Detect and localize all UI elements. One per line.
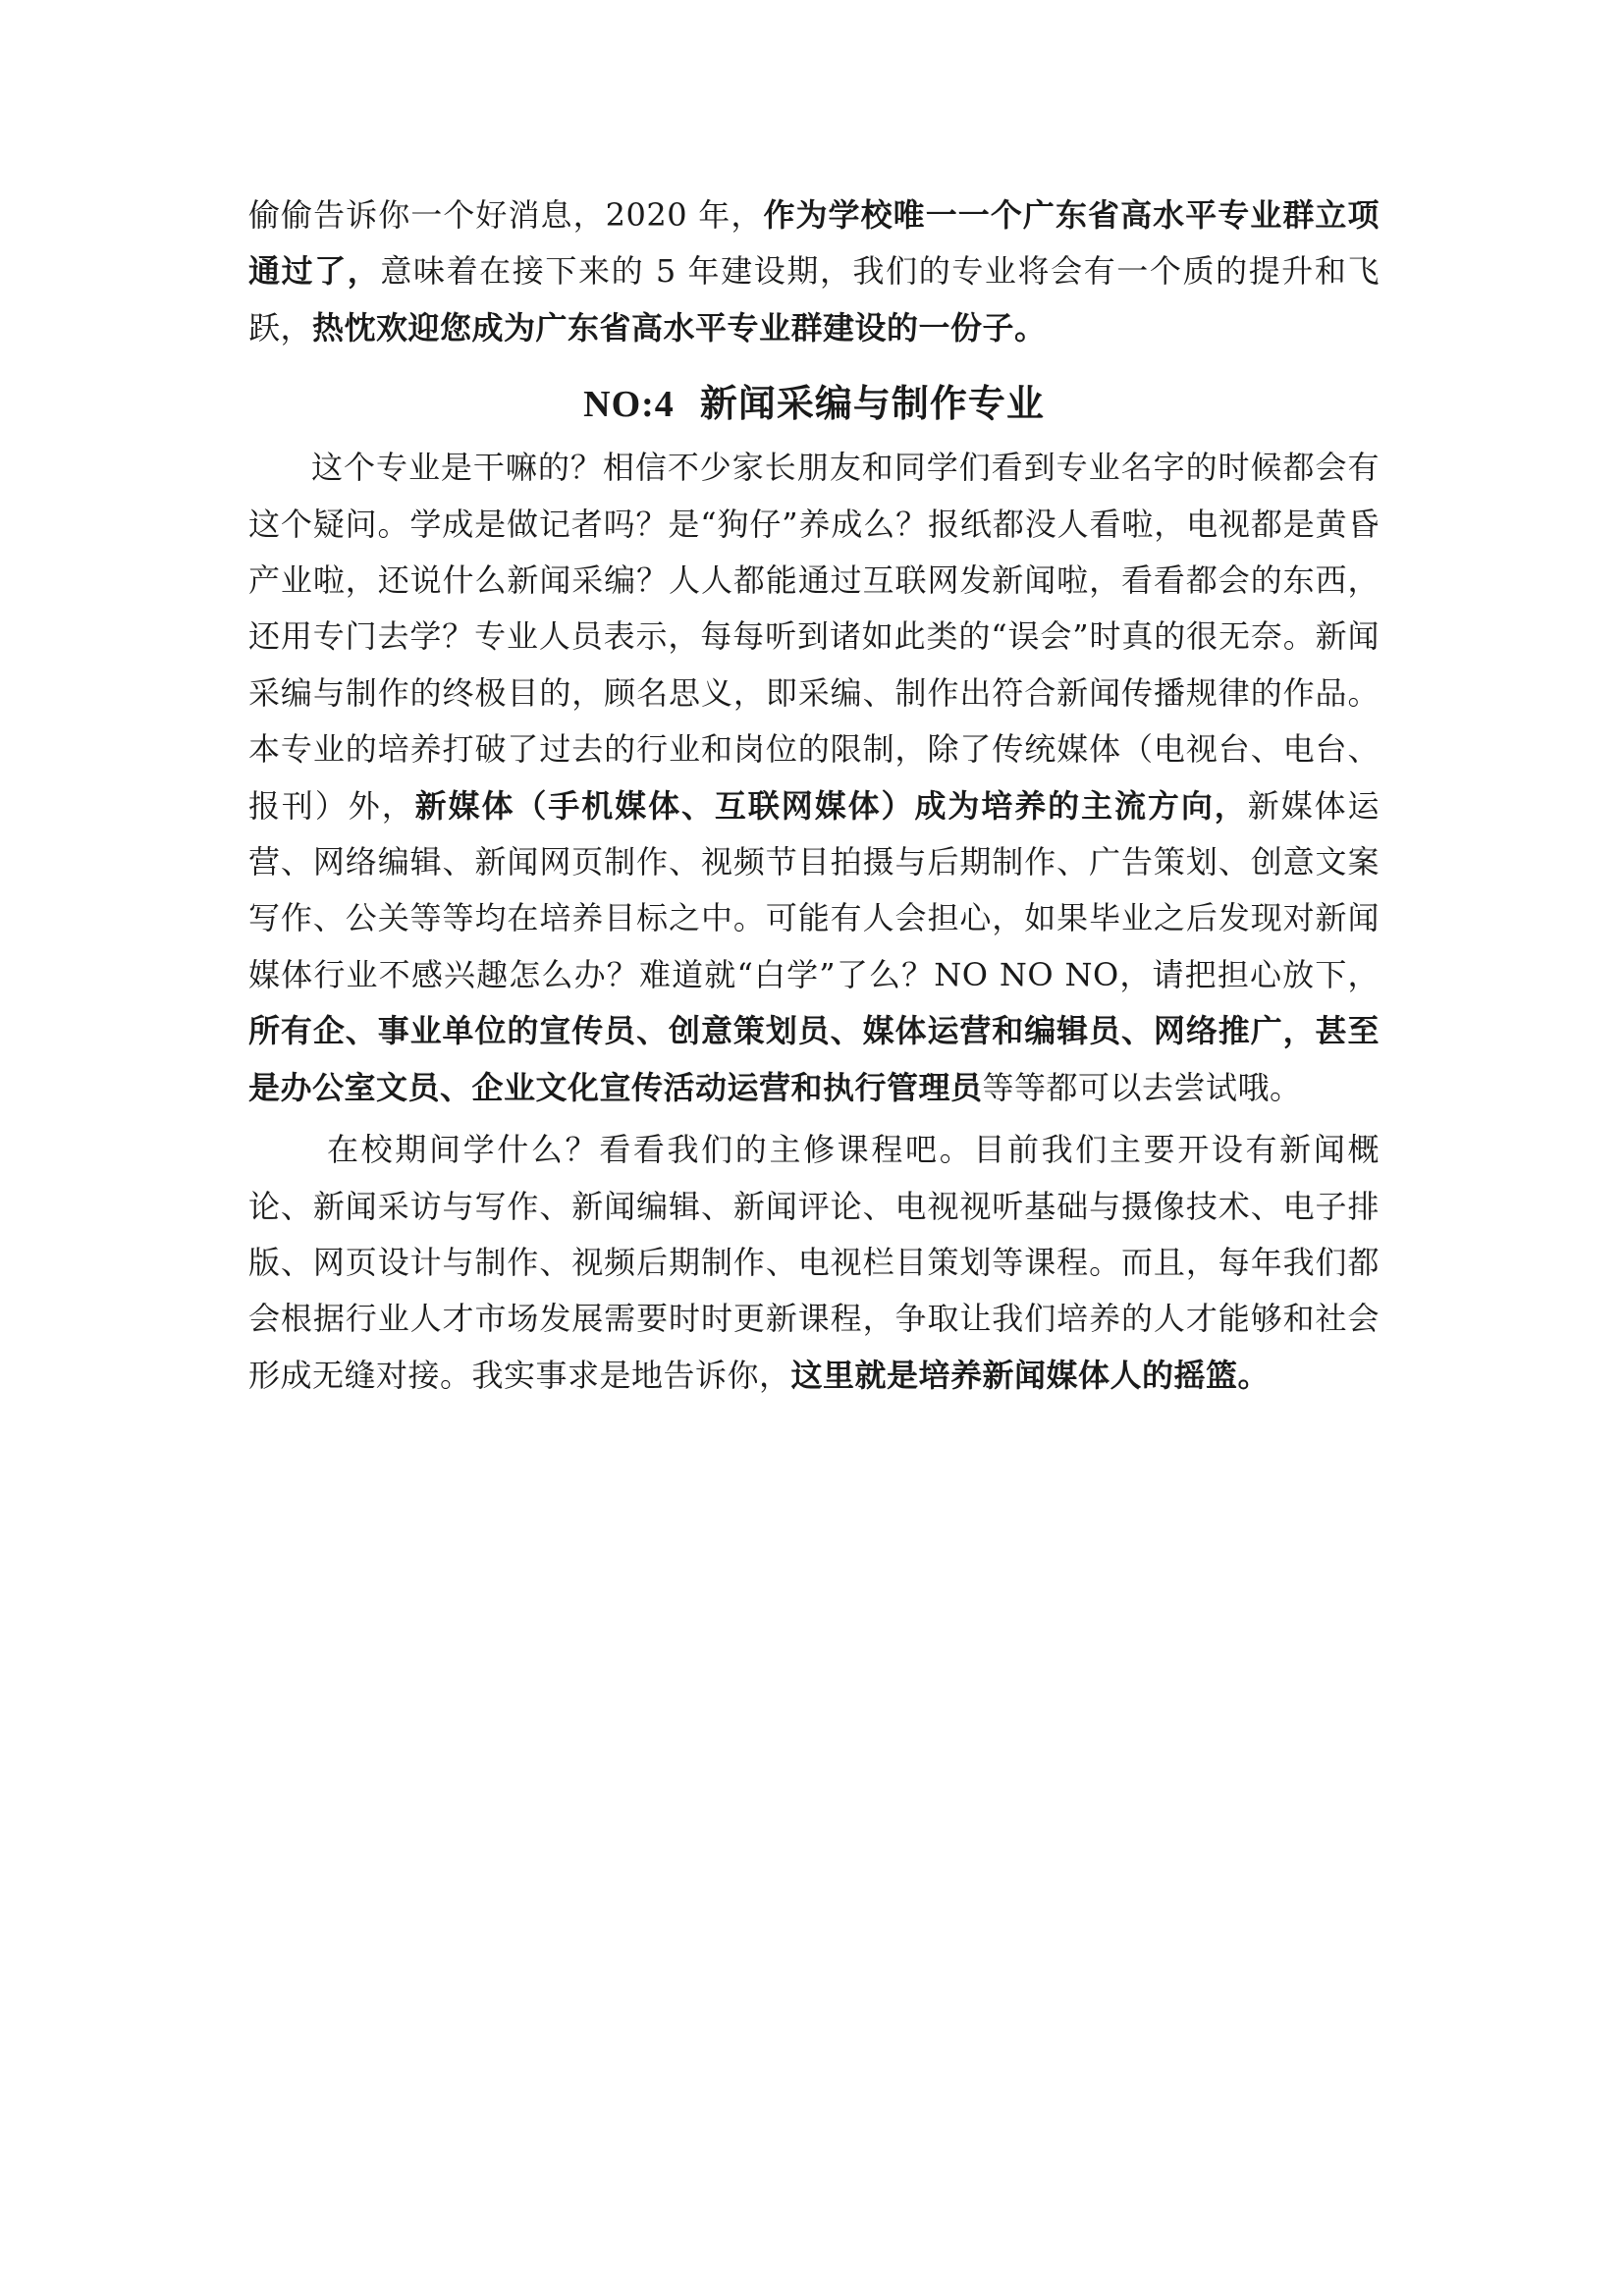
section-title: 新闻采编与制作专业 bbox=[699, 381, 1045, 426]
para1-text-3: 等等都可以去尝试哦。 bbox=[982, 1068, 1302, 1106]
intro-paragraph bbox=[248, 187, 1380, 356]
intro-bold-2: 热忱欢迎您成为广东省高水平专业群建设的一份子。 bbox=[312, 308, 1047, 347]
intro-text-1: 偷偷告诉你一个好消息，2020 年， bbox=[248, 196, 764, 234]
intro-text-2: 意味着在接下来的 5 年建设期，我们的专业将会有一个质的提升和飞跃， bbox=[248, 252, 1380, 347]
para2-bold-1: 这里就是培养新闻媒体人的摇篮。 bbox=[790, 1356, 1271, 1394]
intro-bold-1: 作为学校唯一一个广东省高水平专业群立项通过了， bbox=[248, 196, 1380, 291]
para1-bold-1: 新媒体（手机媒体、互联网媒体）成为培养的主流方向， bbox=[414, 786, 1248, 825]
document-body bbox=[248, 187, 1380, 1404]
para2-text-1: 在校期间学什么？看看我们的主修课程吧。目前我们主要开设有新闻概论、新闻采访与写作、新闻编辑、新闻评论、电视视听基础与摄像技术、电子排版、网页设计与制作、视频后期制作、电视栏目策划等课程。而且，每年我们都会根据行业人才市场发展需要时时更新课程，争取让我们培养的人才能够和社会形成无缝对接。我实事求是地告诉你， bbox=[248, 1131, 1380, 1394]
section-heading bbox=[248, 372, 1380, 436]
para1-text-2: 新媒体运营、网络编辑、新闻网页制作、视频节目拍摄与后期制作、广告策划、创意文案写作、公关等等均在培养目标之中。可能有人会担心，如果毕业之后发现对新闻媒体行业不感兴趣怎么办？难道就“白学”了么？NO NO NO，请把担心放下， bbox=[248, 786, 1380, 993]
courses-paragraph bbox=[248, 1122, 1380, 1404]
major-description-paragraph bbox=[248, 440, 1380, 1116]
para1-bold-2: 所有企、事业单位的宣传员、创意策划员、媒体运营和编辑员、网络推广，甚至是办公室文员、企业文化宣传活动运营和执行管理员 bbox=[248, 1012, 1380, 1106]
para1-text-1: 这个专业是干嘛的？相信不少家长朋友和同学们看到专业名字的时候都会有这个疑问。学成是做记者吗？是“狗仔”养成么？报纸都没人看啦，电视都是黄昏产业啦，还说什么新闻采编？人人都能通过互联网发新闻啦，看看都会的东西，还用专门去学？专业人员表示，每每听到诸如此类的“误会”时真的很无奈。新闻采编与制作的终极目的，顾名思义，即采编、制作出符合新闻传播规律的作品。本专业的培养打破了过去的行业和岗位的限制，除了传统媒体（电视台、电台、报刊）外， bbox=[248, 449, 1380, 825]
section-number: NO:4 bbox=[583, 384, 675, 426]
